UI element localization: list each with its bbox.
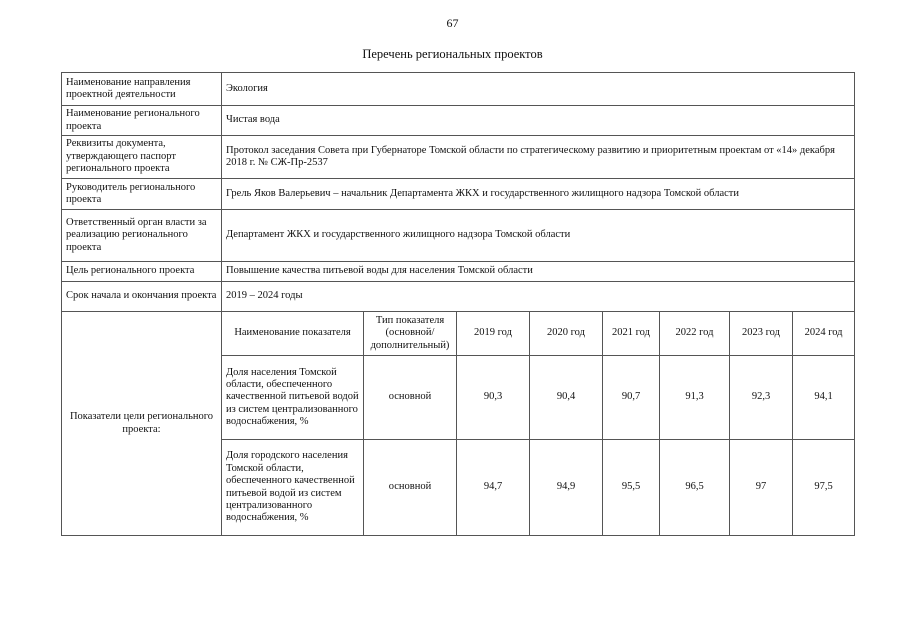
indicator-value: 94,9 xyxy=(530,440,603,536)
year-header: 2024 год xyxy=(793,312,855,356)
indicator-value: 90,4 xyxy=(530,356,603,440)
row-document xyxy=(62,136,855,179)
indicators-header-row xyxy=(62,312,855,356)
head-label: Руководитель регионального проекта xyxy=(62,179,222,210)
direction-label: Наименование направления проектной деятельности xyxy=(62,73,222,106)
row-project xyxy=(62,106,855,136)
project-value: Чистая вода xyxy=(222,106,855,136)
year-header: 2020 год xyxy=(530,312,603,356)
project-passport-table xyxy=(61,72,855,536)
year-header: 2023 год xyxy=(730,312,793,356)
indicator-value: 92,3 xyxy=(730,356,793,440)
goal-label: Цель регионального проекта xyxy=(62,262,222,282)
indicator-value: 97,5 xyxy=(793,440,855,536)
authority-value: Департамент ЖКХ и государственного жилищного надзора Томской области xyxy=(222,210,855,262)
page-title: Перечень региональных проектов xyxy=(362,47,543,61)
project-label: Наименование регионального проекта xyxy=(62,106,222,136)
indicator-type-header: Тип показателя (основной/дополнительный) xyxy=(364,312,457,356)
indicator-value: 91,3 xyxy=(660,356,730,440)
indicator-name: Доля населения Томской области, обеспеченного качественной питьевой водой из систем централизованного водоснабжения, % xyxy=(222,356,364,440)
page-number: 67 xyxy=(446,16,459,30)
indicator-name: Доля городского населения Томской области, обеспеченного качественной питьевой водой из систем централизованного водоснабжения, % xyxy=(222,440,364,536)
row-direction xyxy=(62,73,855,106)
direction-value: Экология xyxy=(222,73,855,106)
indicator-value: 90,7 xyxy=(603,356,660,440)
period-value: 2019 – 2024 годы xyxy=(222,282,855,312)
year-header: 2019 год xyxy=(457,312,530,356)
indicator-value: 95,5 xyxy=(603,440,660,536)
authority-label: Ответственный орган власти за реализацию регионального проекта xyxy=(62,210,222,262)
indicator-name-header: Наименование показателя xyxy=(222,312,364,356)
row-period xyxy=(62,282,855,312)
indicator-value: 94,1 xyxy=(793,356,855,440)
indicator-value: 96,5 xyxy=(660,440,730,536)
document-label: Реквизиты документа, утверждающего паспорт регионального проекта xyxy=(62,136,222,179)
indicator-type: основной xyxy=(364,440,457,536)
row-goal xyxy=(62,262,855,282)
head-value: Грель Яков Валерьевич – начальник Департамента ЖКХ и государственного жилищного надзора Томской области xyxy=(222,179,855,210)
indicator-value: 97 xyxy=(730,440,793,536)
year-header: 2021 год xyxy=(603,312,660,356)
period-label: Срок начала и окончания проекта xyxy=(62,282,222,312)
row-authority xyxy=(62,210,855,262)
indicator-type: основной xyxy=(364,356,457,440)
indicator-value: 90,3 xyxy=(457,356,530,440)
document-value: Протокол заседания Совета при Губернаторе Томской области по стратегическому развитию и приоритетным проектам от «14» декабря 2018 г. № СЖ-Пр-2537 xyxy=(222,136,855,179)
year-header: 2022 год xyxy=(660,312,730,356)
row-head xyxy=(62,179,855,210)
indicator-value: 94,7 xyxy=(457,440,530,536)
goal-value: Повышение качества питьевой воды для населения Томской области xyxy=(222,262,855,282)
indicators-label: Показатели цели регионального проекта: xyxy=(62,312,222,536)
